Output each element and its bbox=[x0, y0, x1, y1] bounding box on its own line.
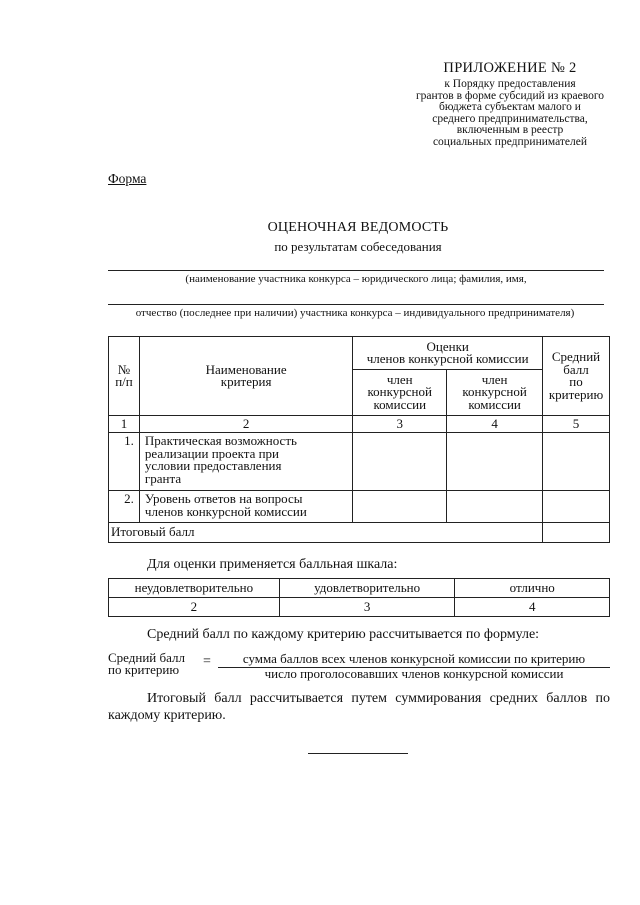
scale-value: 2 bbox=[109, 598, 280, 617]
average-cell bbox=[543, 433, 610, 491]
col-number: 3 bbox=[353, 416, 447, 433]
row-number: 2. bbox=[109, 491, 140, 523]
document-subtitle: по результатам собеседования bbox=[274, 239, 442, 254]
table-row bbox=[109, 491, 610, 523]
caption-line-2: отчество (последнее при наличии) участника конкурса – индивидуального предпринимателя) bbox=[135, 307, 575, 319]
document-title: ОЦЕНОЧНАЯ ВЕДОМОСТЬ bbox=[267, 220, 449, 235]
score-scale-table bbox=[108, 578, 610, 617]
col-number: 1 bbox=[109, 416, 140, 433]
total-label: Итоговый балл bbox=[109, 523, 543, 543]
row-number: 1. bbox=[109, 433, 140, 491]
evaluation-table bbox=[108, 336, 610, 543]
appendix-line: социальных предпринимателей bbox=[432, 135, 588, 148]
header-num: № п/п bbox=[109, 337, 140, 416]
closing-line bbox=[308, 753, 408, 754]
scale-value: 4 bbox=[455, 598, 610, 617]
fill-line bbox=[108, 304, 604, 305]
appendix-line: грантов в форме субсидий из краевого bbox=[415, 89, 605, 102]
total-cell bbox=[543, 523, 610, 543]
row-criterion: Практическая возможность реализации проекта при условии предоставления гранта bbox=[139, 433, 352, 491]
col-number: 2 bbox=[139, 416, 352, 433]
form-label: Форма bbox=[108, 171, 147, 186]
header-member: член конкурсной комиссии bbox=[447, 370, 543, 416]
formula-equals: = bbox=[203, 654, 211, 669]
scale-label: неудовлетворительно bbox=[109, 579, 280, 598]
score-cell bbox=[447, 433, 543, 491]
score-cell bbox=[353, 491, 447, 523]
header-average: Средний балл по критерию bbox=[543, 337, 610, 416]
scale-value: 3 bbox=[279, 598, 455, 617]
col-number: 4 bbox=[447, 416, 543, 433]
score-cell bbox=[353, 433, 447, 491]
header-scores: Оценки членов конкурсной комиссии bbox=[353, 337, 543, 370]
scale-label: отлично bbox=[455, 579, 610, 598]
total-row bbox=[109, 523, 610, 543]
header-criterion-name: Наименование критерия bbox=[139, 337, 352, 416]
appendix-title: ПРИЛОЖЕНИЕ № 2 bbox=[443, 60, 577, 76]
formula-lhs: Средний балл по критерию bbox=[108, 650, 185, 677]
row-criterion: Уровень ответов на вопросы членов конкурсной комиссии bbox=[139, 491, 352, 523]
table-row bbox=[109, 433, 610, 491]
formula-denominator: число проголосовавших членов конкурсной комиссии bbox=[264, 666, 564, 681]
appendix-line: среднего предпринимательства, bbox=[432, 112, 588, 125]
scale-intro: Для оценки применяется балльная шкала: bbox=[147, 557, 398, 572]
formula-intro: Средний балл по каждому критерию рассчитывается по формуле: bbox=[147, 627, 540, 642]
score-cell bbox=[447, 491, 543, 523]
header-member: член конкурсной комиссии bbox=[353, 370, 447, 416]
caption-line-1: (наименование участника конкурса – юридического лица; фамилия, имя, bbox=[185, 273, 527, 285]
appendix-line: бюджета субъектам малого и bbox=[439, 101, 581, 113]
average-cell bbox=[543, 491, 610, 523]
appendix-line: к Порядку предоставления bbox=[444, 78, 576, 90]
fill-line bbox=[108, 270, 604, 271]
scale-label: удовлетворительно bbox=[279, 579, 455, 598]
appendix-line: включенным в реестр bbox=[456, 124, 564, 136]
appendix-block bbox=[380, 60, 640, 148]
col-number: 5 bbox=[543, 416, 610, 433]
final-text: Итоговый балл рассчитывается путем суммирования средних баллов по каждому критерию. bbox=[108, 691, 610, 723]
formula-numerator: сумма баллов всех членов конкурсной комиссии по критерию bbox=[242, 651, 586, 666]
